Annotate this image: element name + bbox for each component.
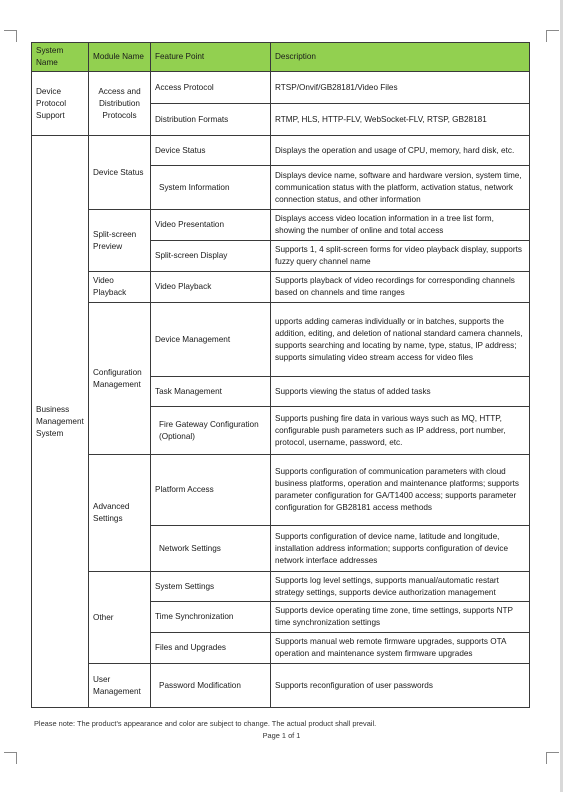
description-cell: Displays the operation and usage of CPU, memory, hard disk, etc. [271, 136, 530, 166]
table-header-row [32, 43, 530, 72]
table-row [32, 455, 530, 526]
description-cell: Supports configuration of device name, latitude and longitude, installation address information; supports configuration of device network interface addresses [271, 526, 530, 572]
feature-cell: Distribution Formats [151, 104, 271, 136]
feature-cell: Password Modification [151, 664, 271, 708]
feature-cell: Video Playback [151, 272, 271, 303]
description-cell: Supports playback of video recordings for corresponding channels based on channels and time ranges [271, 272, 530, 303]
module-cell: Advanced Settings [89, 455, 151, 572]
feature-cell: Files and Upgrades [151, 633, 271, 664]
feature-cell: Platform Access [151, 455, 271, 526]
description-cell: Displays device name, software and hardware version, system time, communication status with the platform, activation status, network connection status, and other information [271, 166, 530, 210]
description-cell: Supports viewing the status of added tasks [271, 377, 530, 407]
table-row [32, 72, 530, 104]
table-row [32, 664, 530, 708]
system-cell: Business Management System [32, 136, 89, 708]
table-row [32, 210, 530, 241]
description-cell: upports adding cameras individually or in batches, supports the addition, editing, and deletion of national standard camera channels, supports searching and locating by name, type, status, IP address; supports simulating video stream access for video files [271, 303, 530, 377]
feature-cell: Fire Gateway Configuration (Optional) [151, 407, 271, 455]
table-row [32, 303, 530, 377]
feature-cell: Video Presentation [151, 210, 271, 241]
feature-cell: System Information [151, 166, 271, 210]
crop-mark [4, 752, 16, 753]
crop-mark [4, 30, 16, 31]
module-cell: Split-screen Preview [89, 210, 151, 272]
system-cell: Device Protocol Support [32, 72, 89, 136]
module-cell: Other [89, 572, 151, 664]
crop-mark [546, 752, 547, 764]
description-cell: RTMP, HLS, HTTP-FLV, WebSocket-FLV, RTSP, GB28181 [271, 104, 530, 136]
feature-cell: System Settings [151, 572, 271, 602]
description-cell: Supports reconfiguration of user passwords [271, 664, 530, 708]
feature-cell: Task Management [151, 377, 271, 407]
description-cell: Supports 1, 4 split-screen forms for video playback display, supports fuzzy query channel name [271, 241, 530, 272]
module-cell: Video Playback [89, 272, 151, 303]
description-cell: Supports device operating time zone, time settings, supports NTP time synchronization settings [271, 602, 530, 633]
table-row [32, 136, 530, 166]
header-description: Description [271, 43, 530, 72]
description-cell: RTSP/Onvif/GB28181/Video Files [271, 72, 530, 104]
header-module-name: Module Name [89, 43, 151, 72]
feature-cell: Device Status [151, 136, 271, 166]
description-cell: Supports configuration of communication parameters with cloud business platforms, operation and maintenance platforms; supports parameter configuration for GA/T1400 access; supports parameter configuration for GB28181 access methods [271, 455, 530, 526]
header-system-name: System Name [32, 43, 89, 72]
feature-table [31, 42, 530, 708]
crop-mark [16, 752, 17, 764]
header-feature-point: Feature Point [151, 43, 271, 72]
table-row [32, 572, 530, 602]
feature-cell: Network Settings [151, 526, 271, 572]
page-number: Page 1 of 1 [262, 731, 301, 740]
feature-cell: Device Management [151, 303, 271, 377]
description-cell: Supports manual web remote firmware upgrades, supports OTA operation and maintenance system firmware upgrades [271, 633, 530, 664]
module-cell: Device Status [89, 136, 151, 210]
feature-cell: Access Protocol [151, 72, 271, 104]
description-cell: Supports pushing fire data in various ways such as MQ, HTTP, configurable push parameters such as IP address, port number, protocol, username, password, etc. [271, 407, 530, 455]
module-cell: User Management [89, 664, 151, 708]
description-cell: Displays access video location information in a tree list form, showing the number of online and total access [271, 210, 530, 241]
table-row [32, 272, 530, 303]
crop-mark [547, 30, 559, 31]
module-cell: Configuration Management [89, 303, 151, 455]
feature-cell: Time Synchronization [151, 602, 271, 633]
feature-cell: Split-screen Display [151, 241, 271, 272]
crop-mark [547, 752, 559, 753]
footer-note: Please note: The product's appearance and color are subject to change. The actual product shall prevail. [34, 719, 377, 728]
module-cell: Access and Distribution Protocols [89, 72, 151, 136]
crop-mark [16, 30, 17, 42]
crop-mark [546, 30, 547, 42]
description-cell: Supports log level settings, supports manual/automatic restart strategy settings, supports device authorization management [271, 572, 530, 602]
